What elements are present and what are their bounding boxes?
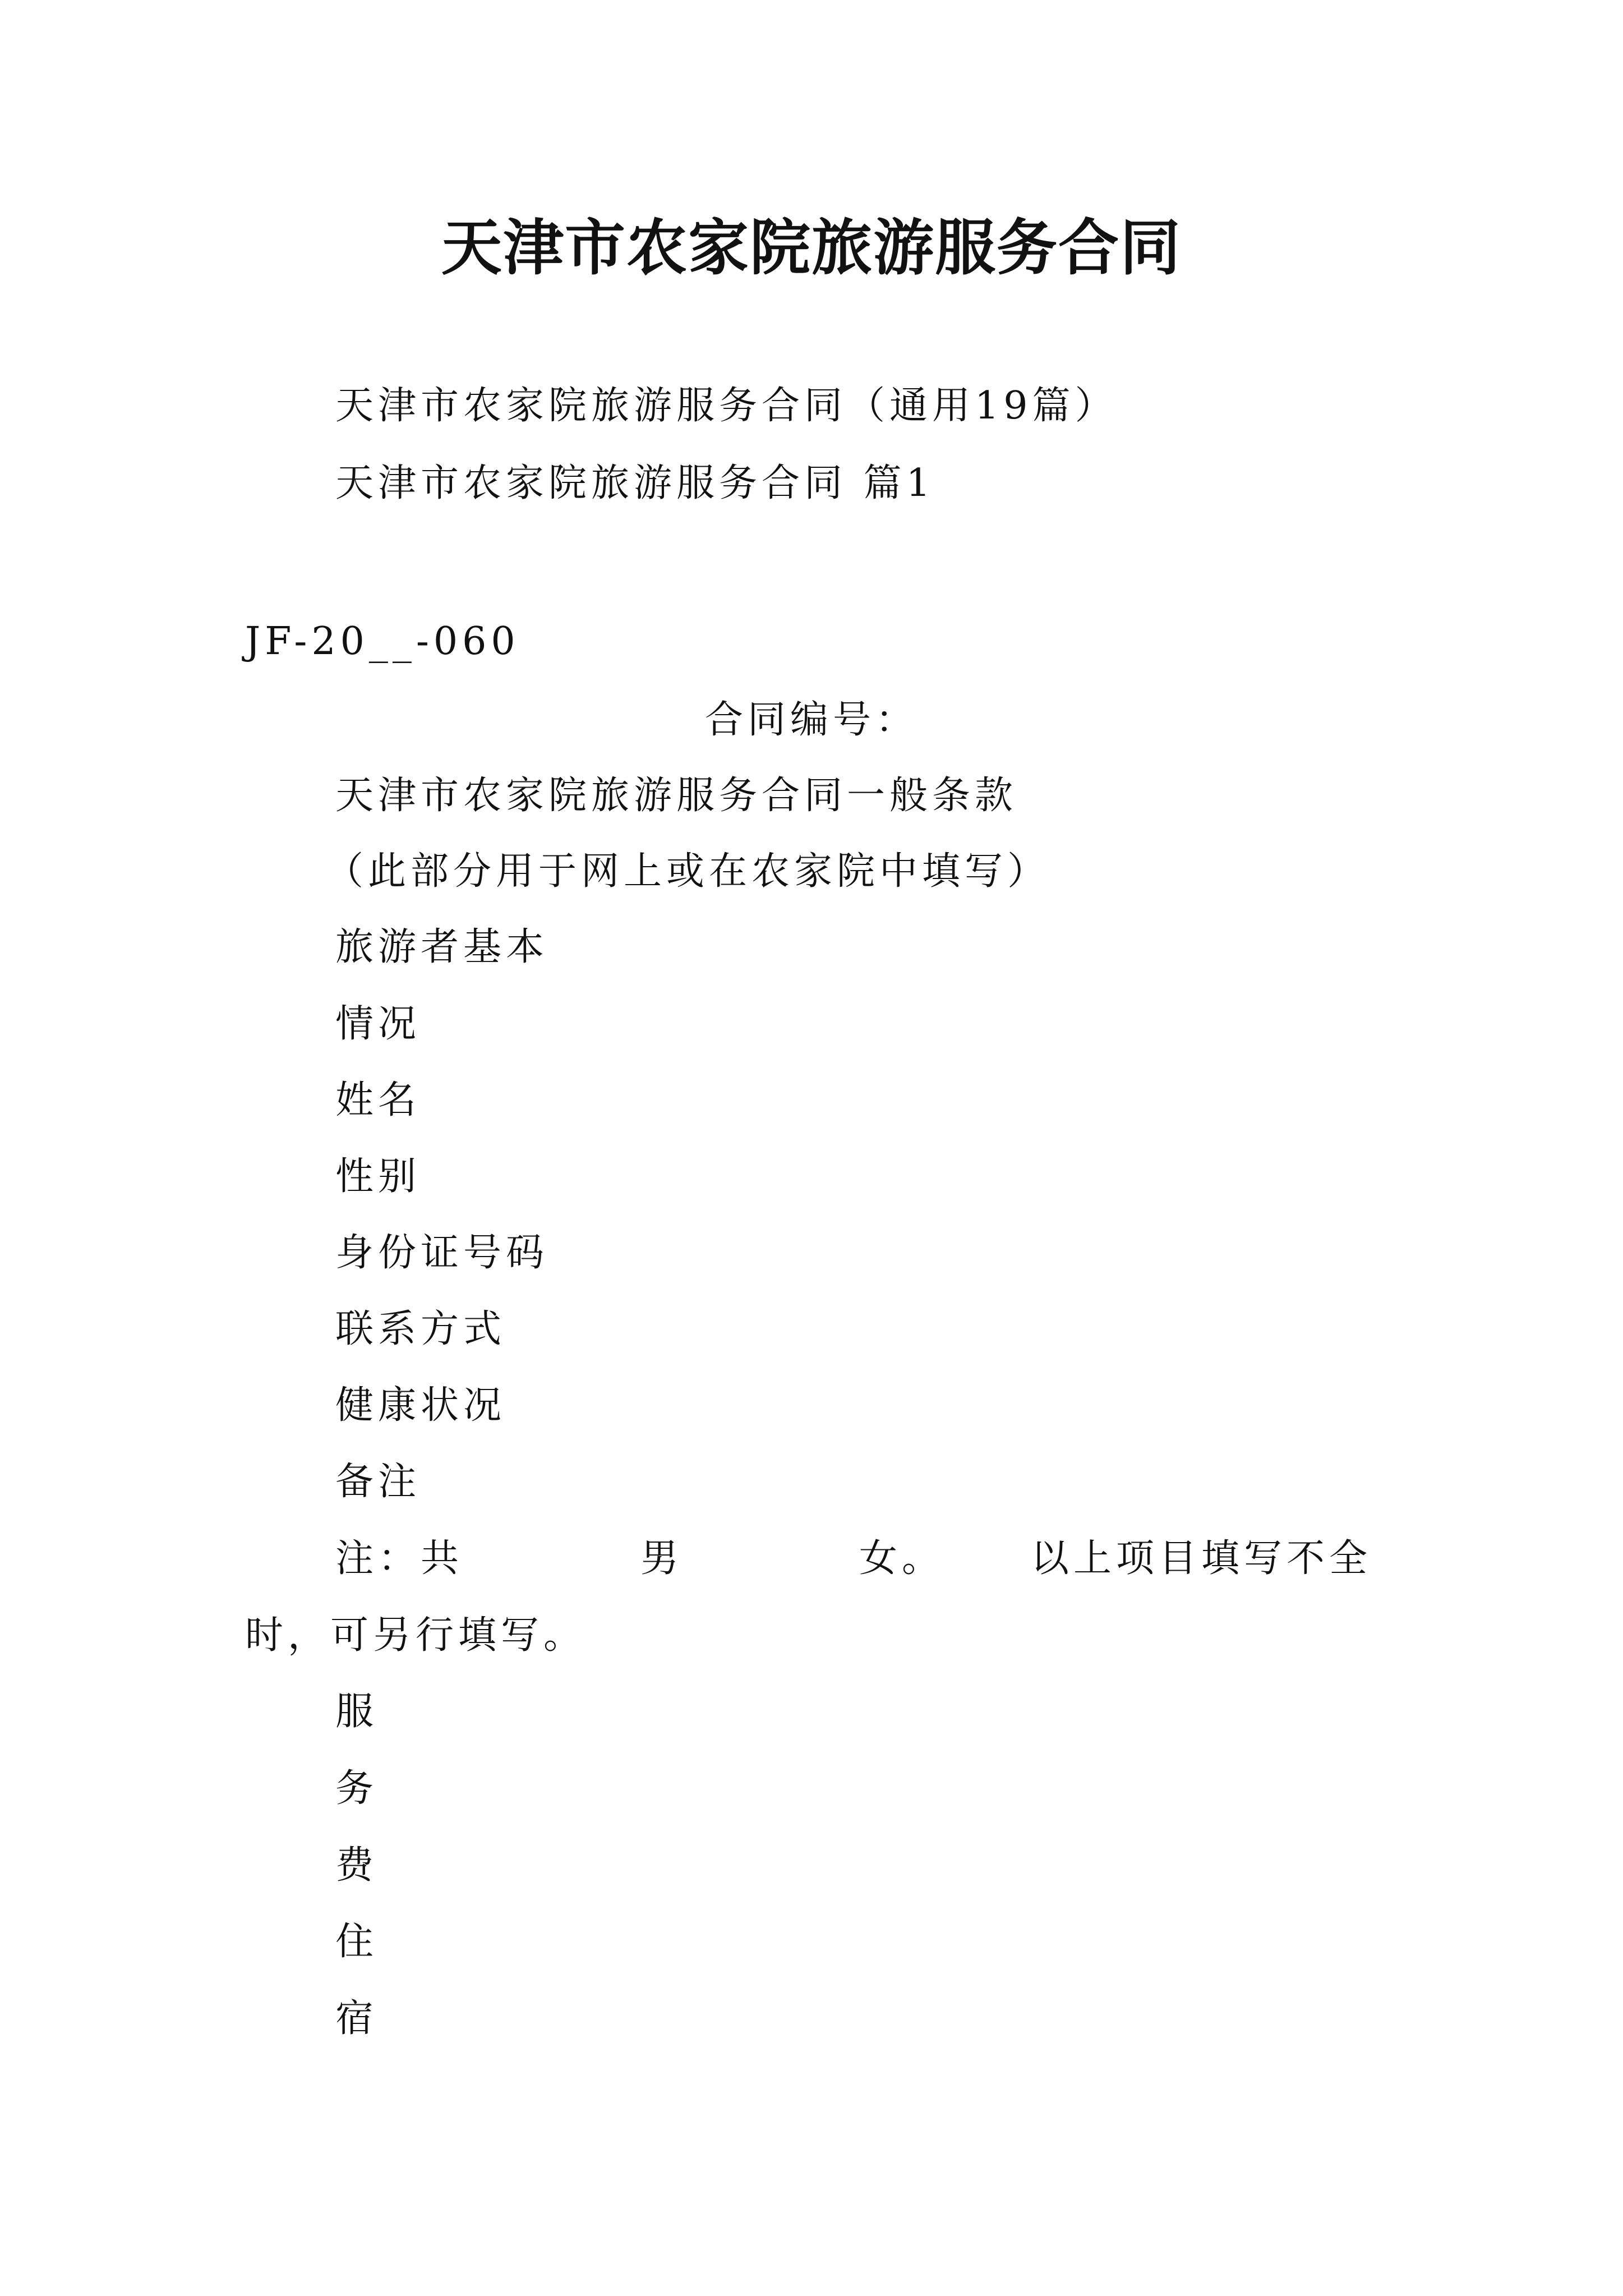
document-code: JF-20__-060 bbox=[245, 619, 520, 664]
section-heading: 天津市农家院旅游服务合同 篇1 bbox=[335, 461, 935, 505]
service-fee-char-1: 服 bbox=[335, 1690, 379, 1734]
service-fee-char-4: 住 bbox=[335, 1920, 379, 1964]
fill-note: （此部分用于网上或在农家院中填写） bbox=[325, 849, 1050, 894]
traveler-info-label-2: 情况 bbox=[335, 1002, 421, 1046]
contract-number-label: 合同编号： bbox=[704, 698, 918, 742]
note-total: 注：共 bbox=[335, 1536, 464, 1581]
service-fee-char-5: 宿 bbox=[335, 1996, 379, 2041]
note-incomplete: 以上项目填写不全 bbox=[1031, 1536, 1372, 1581]
note-male: 男 bbox=[640, 1536, 684, 1581]
service-fee-char-3: 费 bbox=[335, 1843, 379, 1888]
field-health-label: 健康状况 bbox=[335, 1383, 506, 1428]
document-title: 天津市农家院旅游服务合同 bbox=[441, 213, 1182, 283]
note-female: 女。 bbox=[859, 1536, 945, 1581]
field-id-label: 身份证号码 bbox=[335, 1231, 549, 1275]
service-fee-char-2: 务 bbox=[335, 1766, 379, 1811]
field-contact-label: 联系方式 bbox=[335, 1307, 506, 1351]
field-gender-label: 性别 bbox=[335, 1154, 421, 1199]
field-remarks-label: 备注 bbox=[335, 1460, 421, 1504]
document-subtitle: 天津市农家院旅游服务合同（通用19篇） bbox=[335, 384, 1118, 428]
note-continue: 时，可另行填写。 bbox=[245, 1613, 587, 1658]
field-name-label: 姓名 bbox=[335, 1078, 421, 1122]
traveler-info-label-1: 旅游者基本 bbox=[335, 925, 549, 969]
general-terms-title: 天津市农家院旅游服务合同一般条款 bbox=[335, 774, 1018, 818]
